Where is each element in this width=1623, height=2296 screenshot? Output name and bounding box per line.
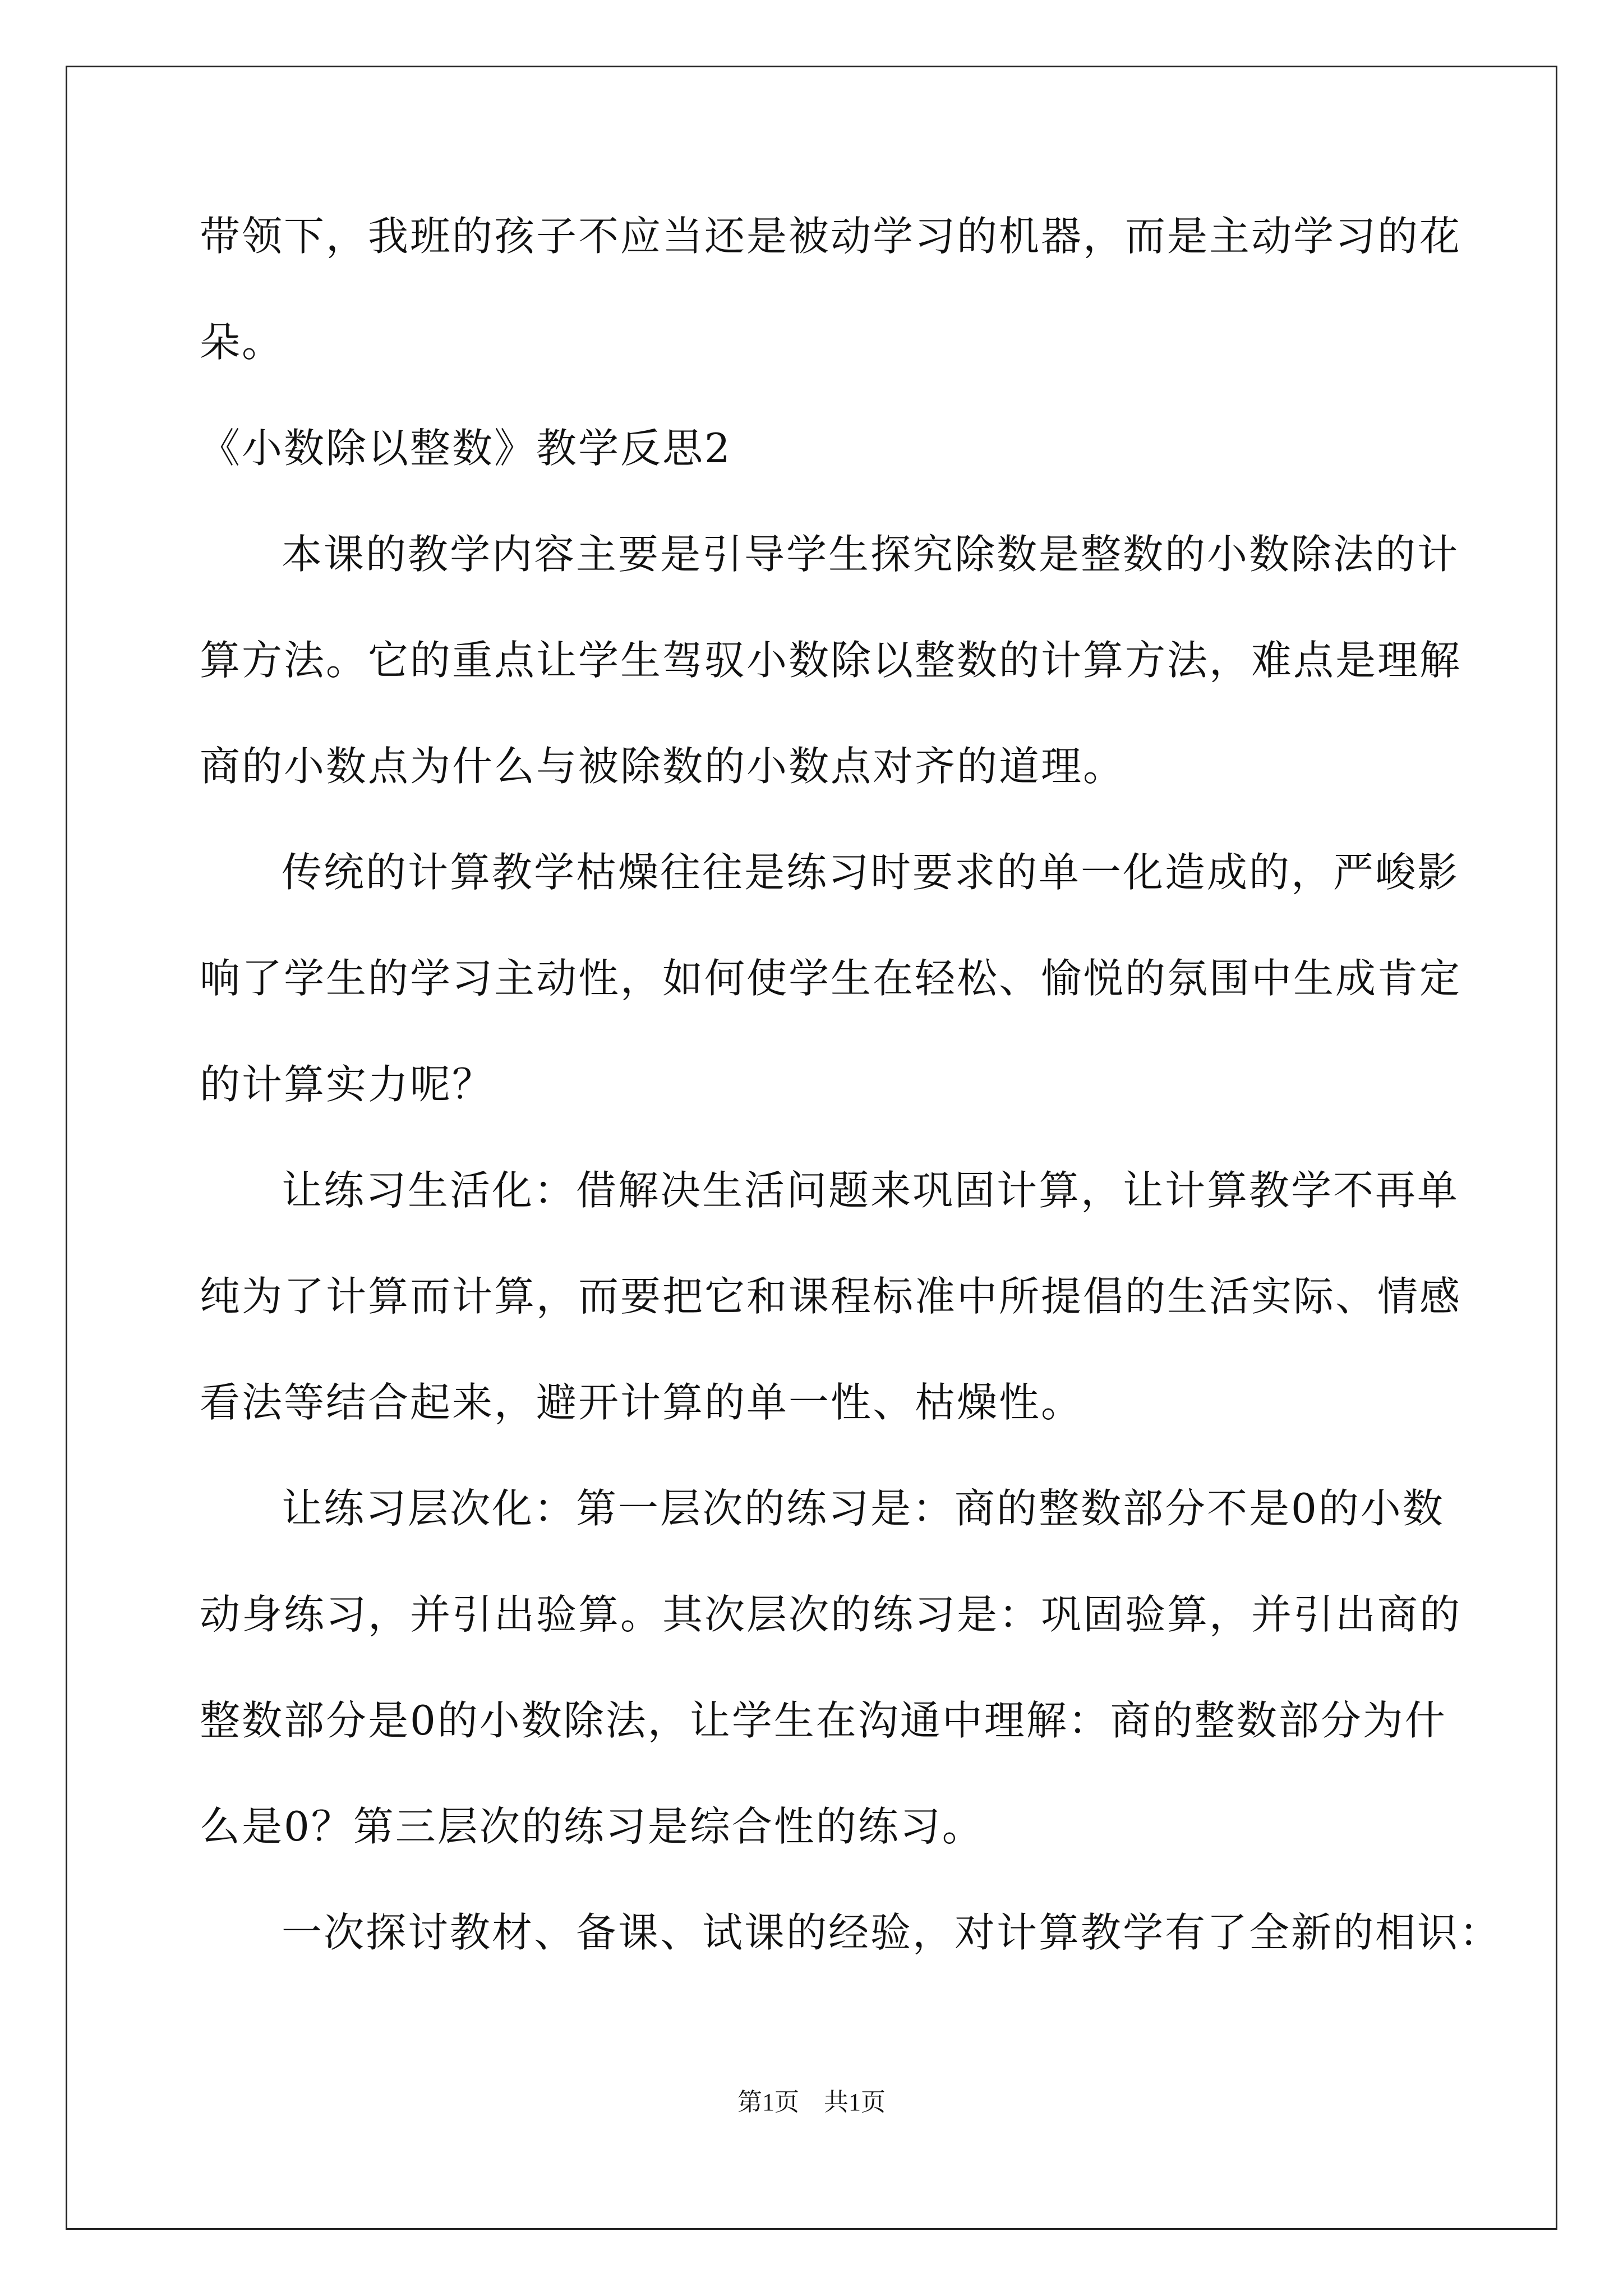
section-heading: 《小数除以整数》教学反思2 <box>200 425 732 472</box>
paragraph-line: 响了学生的学习主动性，如何使学生在轻松、愉悦的氛围中生成肯定 <box>200 955 1462 1002</box>
page-border <box>66 66 1557 2230</box>
paragraph-line: 看法等结合起来，避开计算的单一性、枯燥性。 <box>200 1379 1083 1426</box>
paragraph-line: 么是0？第三层次的练习是综合性的练习。 <box>200 1803 984 1850</box>
paragraph-line: 整数部分是0的小数除法，让学生在沟通中理解：商的整数部分为什 <box>200 1697 1447 1744</box>
paragraph-line: 的计算实力呢？ <box>200 1061 495 1108</box>
paragraph-line: 一次探讨教材、备课、试课的经验，对计算教学有了全新的相识： <box>282 1909 1502 1956</box>
page-number-footer: 第1页 共1页 <box>737 2088 886 2116</box>
paragraph-line: 商的小数点为什么与被除数的小数点对齐的道理。 <box>200 743 1126 790</box>
paragraph-line: 让练习生活化：借解决生活问题来巩固计算，让计算教学不再单 <box>282 1167 1460 1214</box>
paragraph-line: 让练习层次化：第一层次的练习是：商的整数部分不是0的小数 <box>282 1485 1445 1532</box>
paragraph-line: 纯为了计算而计算，而要把它和课程标准中所提倡的生活实际、情感 <box>200 1273 1462 1320</box>
paragraph-line: 本课的教学内容主要是引导学生探究除数是整数的小数除法的计 <box>282 531 1460 578</box>
paragraph-line: 动身练习，并引出验算。其次层次的练习是：巩固验算，并引出商的 <box>200 1591 1462 1638</box>
paragraph-line: 算方法。它的重点让学生驾驭小数除以整数的计算方法，难点是理解 <box>200 637 1462 684</box>
paragraph-continuation-line: 朵。 <box>200 319 284 366</box>
paragraph-line: 传统的计算教学枯燥往往是练习时要求的单一化造成的，严峻影 <box>282 849 1460 896</box>
paragraph-continuation-line: 带领下，我班的孩子不应当还是被动学习的机器，而是主动学习的花 <box>200 213 1462 260</box>
